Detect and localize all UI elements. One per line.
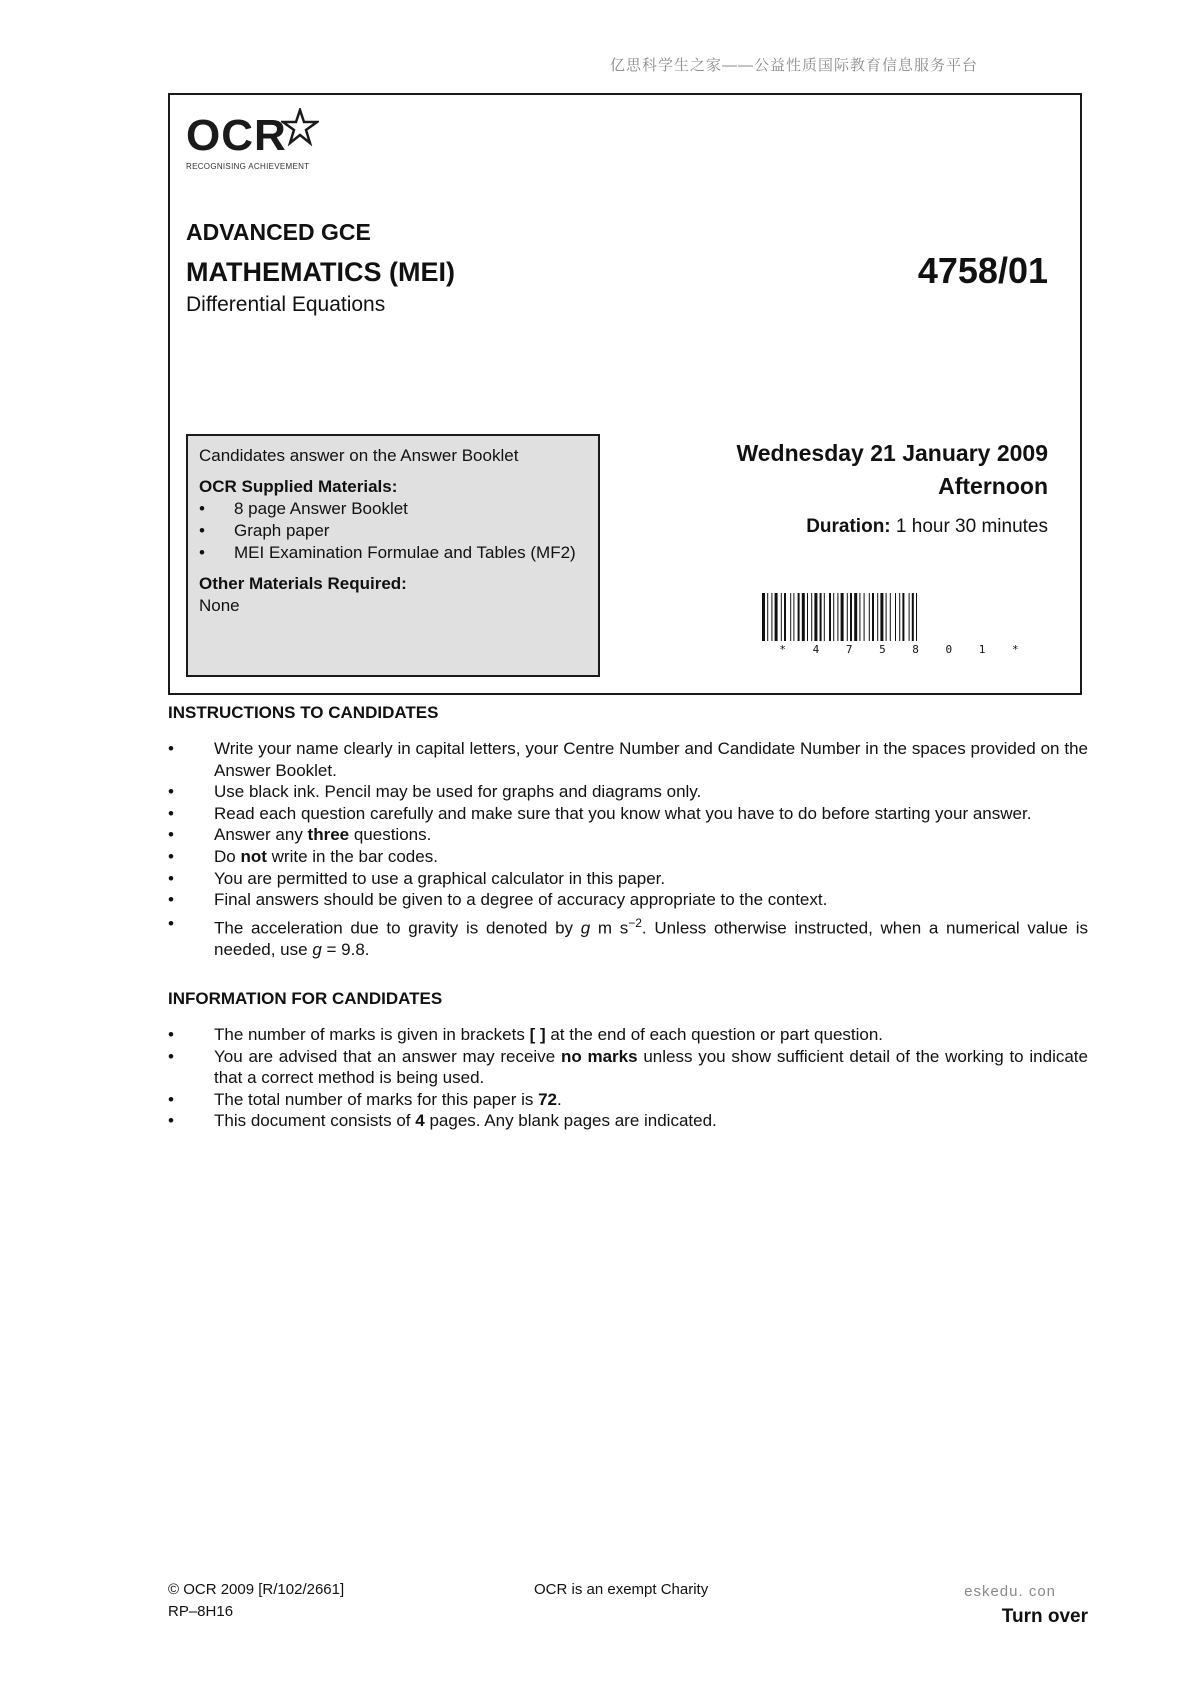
- copyright: © OCR 2009 [R/102/2661]: [168, 1581, 345, 1598]
- supplied-heading: OCR Supplied Materials:: [199, 477, 398, 496]
- list-item: • The number of marks is given in brackets [ ] at the end of each question or part question.: [168, 1024, 1088, 1046]
- supplied-list: [199, 498, 587, 564]
- barcode-bar: [909, 593, 910, 641]
- exam-unit: Differential Equations: [186, 293, 386, 316]
- barcode-bar: [762, 593, 765, 641]
- watermark-top: 亿思科学生之家——公益性质国际教育信息服务平台: [609, 57, 978, 74]
- list-item: • The total number of marks for this paper is 72.: [168, 1089, 1088, 1111]
- barcode-bar: [886, 593, 887, 641]
- barcode-bar: [869, 593, 870, 641]
- barcode-bar: [790, 593, 791, 641]
- barcode-bar: [837, 593, 838, 641]
- barcode-bar: [811, 593, 812, 641]
- barcode-bar: [916, 593, 917, 641]
- list-item: • Write your name clearly in capital letters, your Centre Number and Candidate Number in the spaces provided on the Answer Booklet.: [168, 738, 1088, 781]
- barcode-text: * 4 7 5 8 0 1 *: [779, 643, 1029, 655]
- barcode-bar: [872, 593, 874, 641]
- list-item: • The acceleration due to gravity is denoted by g m $s^{-2}$. Unless otherwise instructed, when a numerical value is needed, use g = 9.8.: [168, 913, 1088, 961]
- duration-value: 1 hour 30 minutes: [895, 516, 1048, 537]
- paper-code: 4758/01: [917, 250, 1048, 291]
- other-value: None: [199, 596, 240, 615]
- barcode-bar: [771, 593, 772, 641]
- barcode-bar: [814, 593, 817, 641]
- barcode-bar: [841, 593, 844, 641]
- barcode-bar: [802, 593, 805, 641]
- list-item: • 8 page Answer Booklet: [199, 498, 587, 520]
- other-heading: Other Materials Required:: [199, 574, 407, 593]
- list-item: • Use black ink. Pencil may be used for graphs and diagrams only.: [168, 781, 1088, 803]
- list-item: • Read each question carefully and make sure that you know what you have to do before starting your answer.: [168, 803, 1088, 825]
- barcode-bar: [775, 593, 778, 641]
- barcode: [760, 593, 1048, 655]
- instructions-list: [168, 738, 1088, 961]
- list-item: • This document consists of 4 pages. Any blank pages are indicated.: [168, 1110, 1088, 1132]
- information-heading: INFORMATION FOR CANDIDATES: [168, 989, 443, 1008]
- barcode-bar: [864, 593, 865, 641]
- exam-date: Wednesday 21 January 2009: [736, 440, 1048, 466]
- barcode-bar: [798, 593, 800, 641]
- barcode-bar: [912, 593, 914, 641]
- materials-box: [186, 434, 600, 677]
- instructions-heading: INSTRUCTIONS TO CANDIDATES: [168, 703, 439, 722]
- barcode-bar: [890, 593, 891, 641]
- barcode-bar: [877, 593, 878, 641]
- barcode-bar: [781, 593, 782, 641]
- list-item: • You are permitted to use a graphical calculator in this paper.: [168, 868, 1088, 890]
- list-item: • MEI Examination Formulae and Tables (MF2): [199, 542, 587, 564]
- barcode-bar: [847, 593, 848, 641]
- turn-over-label: Turn over: [1001, 1606, 1088, 1627]
- barcode-bar: [793, 593, 794, 641]
- barcode-bar: [859, 593, 860, 641]
- exam-subject: MATHEMATICS (MEI): [186, 257, 455, 287]
- barcode-bar: [833, 593, 834, 641]
- list-item: • You are advised that an answer may receive no marks unless you show sufficient detail of the working to indicate that a correct method is being used.: [168, 1046, 1088, 1089]
- logo-text: OCR: [186, 111, 287, 160]
- exam-duration: [806, 516, 1048, 538]
- barcode-bar: [784, 593, 786, 641]
- list-item: • Answer any three questions.: [168, 824, 1088, 846]
- exam-level: ADVANCED GCE: [186, 219, 371, 245]
- barcode-bar: [807, 593, 808, 641]
- watermark-bottom: eskedu. con: [964, 1583, 1056, 1600]
- barcode-bar: [854, 593, 857, 641]
- logo-tagline: RECOGNISING ACHIEVEMENT: [186, 162, 310, 171]
- list-item: • Do not write in the bar codes.: [168, 846, 1088, 868]
- star-icon: [281, 108, 319, 146]
- answer-on-text: Candidates answer on the Answer Booklet: [199, 446, 519, 465]
- barcode-bar: [850, 593, 852, 641]
- exam-session: Afternoon: [938, 473, 1048, 499]
- duration-label: Duration:: [806, 516, 891, 537]
- charity-note: OCR is an exempt Charity: [534, 1581, 709, 1598]
- list-item: • Graph paper: [199, 520, 587, 542]
- information-list: [168, 1024, 1088, 1132]
- barcode-bar: [902, 593, 904, 641]
- barcode-bar: [820, 593, 822, 641]
- barcode-bar: [880, 593, 883, 641]
- barcode-bar: [899, 593, 900, 641]
- ocr-logo: [186, 111, 319, 171]
- list-item: • Final answers should be given to a degree of accuracy appropriate to the context.: [168, 889, 1088, 911]
- barcode-bar: [829, 593, 831, 641]
- reference-code: RP–8H16: [168, 1603, 234, 1620]
- barcode-bar: [895, 593, 896, 641]
- barcode-bar: [767, 593, 768, 641]
- barcode-bar: [824, 593, 825, 641]
